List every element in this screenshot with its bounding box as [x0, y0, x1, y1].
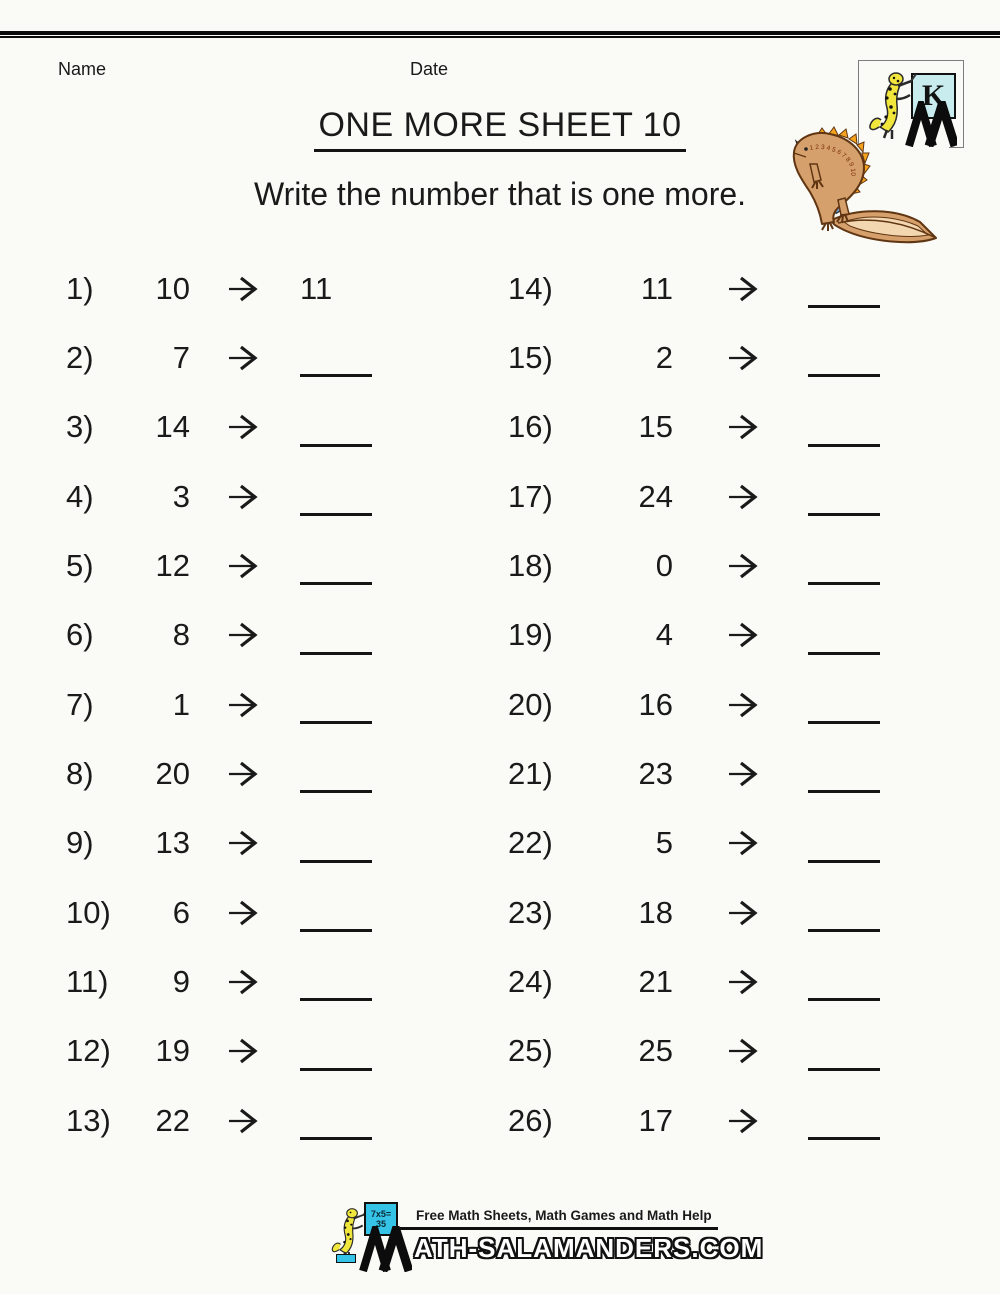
problem-row: [66, 393, 396, 462]
page-title: ONE MORE SHEET 10: [314, 106, 685, 152]
chalkboard-line2: 35: [375, 1219, 386, 1229]
problem-start-value: 11: [640, 270, 673, 306]
chalkboard-line1: 7x5=: [370, 1209, 392, 1219]
arrow-right-icon: [728, 1037, 758, 1065]
footer-stool: [336, 1254, 356, 1263]
svg-text:1 2 3 4 5 6 7 8 9 10: 1 2 3 4 5 6 7 8 9 10: [809, 143, 857, 177]
problem-start-value: 25: [638, 1033, 673, 1069]
arrow-right-icon: [728, 968, 758, 996]
answer-blank[interactable]: [300, 1068, 372, 1071]
answer-blank[interactable]: [808, 374, 880, 377]
answer-blank[interactable]: [300, 582, 372, 585]
problem-row: [66, 739, 396, 808]
footer-site-text: ATH-SALAMANDERS.COM: [414, 1233, 764, 1263]
answer-blank[interactable]: [808, 1068, 880, 1071]
problem-number: 6): [66, 617, 94, 653]
problem-number: 10): [66, 894, 111, 930]
problem-number: 7): [66, 686, 94, 722]
answer-blank[interactable]: [300, 860, 372, 863]
problem-row: [66, 1086, 396, 1155]
problems-column-left: [66, 254, 396, 1155]
top-rule-thin: [0, 36, 1000, 38]
problem-start-value: 14: [155, 409, 190, 445]
problem-number: 24): [508, 963, 553, 999]
problem-row: [66, 1017, 396, 1086]
salamander-pencil-icon: [786, 126, 958, 248]
problem-number: 4): [66, 478, 94, 514]
problem-row: [66, 947, 396, 1016]
problem-start-value: 3: [172, 478, 190, 514]
problem-number: 9): [66, 825, 94, 861]
problem-start-value: 23: [638, 755, 673, 791]
problem-start-value: 0: [655, 547, 673, 583]
arrow-right-icon: [228, 691, 258, 719]
answer-blank[interactable]: [808, 998, 880, 1001]
problem-row: [508, 878, 908, 947]
answer-blank[interactable]: [300, 444, 372, 447]
answer-blank[interactable]: [300, 998, 372, 1001]
arrow-right-icon: [228, 483, 258, 511]
arrow-right-icon: [228, 621, 258, 649]
problem-number: 15): [508, 339, 553, 375]
answer-blank[interactable]: [808, 1137, 880, 1140]
arrow-right-icon: [228, 552, 258, 580]
problem-row: [508, 323, 908, 392]
problem-number: 8): [66, 755, 94, 791]
answer-blank[interactable]: [300, 790, 372, 793]
footer-branding: [320, 1196, 764, 1286]
problem-number: 23): [508, 894, 553, 930]
problem-start-value: 22: [155, 1102, 190, 1138]
answer-blank[interactable]: [808, 929, 880, 932]
answer-blank[interactable]: [808, 721, 880, 724]
arrow-right-icon: [728, 413, 758, 441]
name-label: Name: [58, 59, 107, 79]
problem-number: 3): [66, 409, 94, 445]
problem-start-value: 20: [155, 755, 190, 791]
problem-row: [508, 393, 908, 462]
problem-start-value: 6: [172, 894, 190, 930]
footer-tagline: Free Math Sheets, Math Games and Math Help: [416, 1208, 712, 1223]
arrow-right-icon: [728, 829, 758, 857]
arrow-right-icon: [228, 275, 258, 303]
footer-m-logo-icon: [358, 1226, 412, 1272]
problem-row: [508, 254, 908, 323]
answer-blank[interactable]: [300, 652, 372, 655]
arrow-right-icon: [228, 1037, 258, 1065]
problem-row: [66, 531, 396, 600]
problem-start-value: 15: [638, 409, 673, 445]
problem-start-value: 16: [638, 686, 673, 722]
problem-row: [508, 531, 908, 600]
problem-number: 26): [508, 1102, 553, 1138]
arrow-right-icon: [728, 275, 758, 303]
answer-blank[interactable]: [808, 790, 880, 793]
problem-number: 21): [508, 755, 553, 791]
problem-number: 12): [66, 1033, 111, 1069]
problem-number: 1): [66, 270, 94, 306]
problem-row: [508, 670, 908, 739]
problem-start-value: 18: [638, 894, 673, 930]
problem-number: 14): [508, 270, 553, 306]
footer-divider: [400, 1227, 718, 1230]
answer-blank[interactable]: [300, 374, 372, 377]
arrow-right-icon: [728, 344, 758, 372]
problem-number: 19): [508, 617, 553, 653]
problem-start-value: 5: [655, 825, 673, 861]
arrow-right-icon: [728, 1107, 758, 1135]
answer-blank[interactable]: [300, 721, 372, 724]
arrow-right-icon: [228, 899, 258, 927]
answer-blank[interactable]: [808, 513, 880, 516]
arrow-right-icon: [728, 621, 758, 649]
answer-blank[interactable]: [300, 513, 372, 516]
problem-number: 2): [66, 339, 94, 375]
problem-row: [66, 670, 396, 739]
problem-number: 18): [508, 547, 553, 583]
top-rule-thick: [0, 31, 1000, 35]
problem-row: [508, 1086, 908, 1155]
problem-start-value: 17: [638, 1102, 673, 1138]
answer-blank[interactable]: [808, 305, 880, 308]
problem-row: [508, 809, 908, 878]
problem-row: [508, 1017, 908, 1086]
arrow-right-icon: [228, 1107, 258, 1135]
problem-start-value: 8: [172, 617, 190, 653]
problem-number: 5): [66, 547, 94, 583]
problem-start-value: 4: [655, 617, 673, 653]
problem-number: 25): [508, 1033, 553, 1069]
problem-number: 17): [508, 478, 553, 514]
problem-start-value: 21: [638, 963, 673, 999]
answer-blank[interactable]: [300, 929, 372, 932]
problem-start-value: 10: [155, 270, 190, 306]
arrow-right-icon: [228, 968, 258, 996]
instruction-text: Write the number that is one more.: [253, 176, 747, 212]
arrow-right-icon: [228, 344, 258, 372]
problem-row: [66, 601, 396, 670]
arrow-right-icon: [228, 413, 258, 441]
problem-row: [508, 947, 908, 1016]
problem-start-value: 19: [155, 1033, 190, 1069]
problem-number: 16): [508, 409, 553, 445]
answer-blank[interactable]: [808, 860, 880, 863]
problem-start-value: 7: [172, 339, 190, 375]
arrow-right-icon: [728, 760, 758, 788]
problem-row: [508, 739, 908, 808]
k-letter: K: [921, 79, 946, 112]
answer-blank[interactable]: [808, 582, 880, 585]
problem-row: [508, 601, 908, 670]
problem-start-value: 2: [655, 339, 673, 375]
problem-number: 22): [508, 825, 553, 861]
problem-start-value: 12: [155, 547, 190, 583]
arrow-right-icon: [228, 829, 258, 857]
problem-number: 11): [66, 963, 109, 999]
arrow-right-icon: [728, 552, 758, 580]
problems-column-right: [508, 254, 908, 1155]
arrow-right-icon: [728, 691, 758, 719]
problem-answer: 11: [300, 270, 333, 306]
problem-row: [66, 462, 396, 531]
answer-blank[interactable]: [808, 444, 880, 447]
problem-row: [66, 878, 396, 947]
date-label: Date: [410, 59, 449, 79]
answer-blank[interactable]: [300, 1137, 372, 1140]
problem-row: [66, 323, 396, 392]
problem-row: [66, 254, 396, 323]
arrow-right-icon: [228, 760, 258, 788]
problem-row: [66, 809, 396, 878]
problem-start-value: 13: [155, 825, 190, 861]
problem-start-value: 9: [172, 963, 190, 999]
problem-number: 13): [66, 1102, 111, 1138]
problem-row: [508, 462, 908, 531]
problem-number: 20): [508, 686, 553, 722]
problem-start-value: 24: [638, 478, 673, 514]
arrow-right-icon: [728, 899, 758, 927]
answer-blank[interactable]: [808, 652, 880, 655]
arrow-right-icon: [728, 483, 758, 511]
problem-start-value: 1: [172, 686, 190, 722]
